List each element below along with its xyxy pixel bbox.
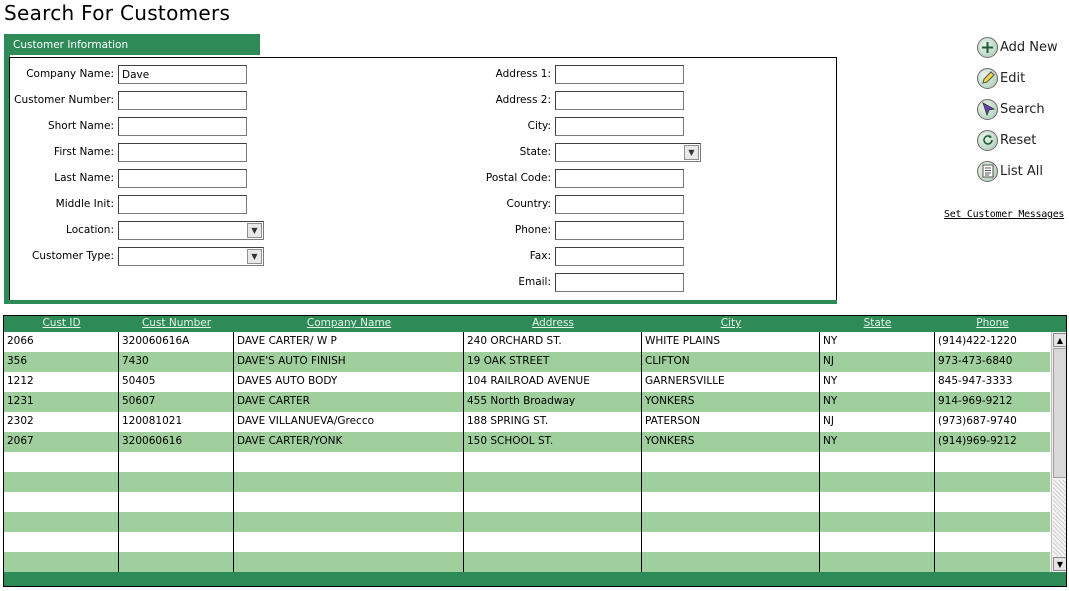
table-row — [4, 512, 1050, 532]
column-divider — [463, 332, 464, 572]
list-all-button[interactable] — [977, 159, 1043, 183]
table-cell: DAVE'S AUTO FINISH — [237, 355, 346, 367]
field-label: Short Name: — [47, 120, 114, 132]
page-title: Search For Customers — [4, 1, 231, 25]
table-cell: 973-473-6840 — [938, 355, 1013, 367]
table-row — [4, 532, 1050, 552]
search-button[interactable] — [977, 97, 1045, 121]
table-cell: 19 OAK STREET — [467, 355, 550, 367]
field-label: Middle Init: — [55, 198, 114, 210]
grid-body — [4, 332, 1050, 572]
list-all-label: List All — [1000, 163, 1043, 179]
column-header[interactable]: State — [863, 317, 892, 329]
cursor-arrow-icon — [977, 99, 998, 120]
column-divider — [641, 332, 642, 572]
text-field[interactable] — [555, 221, 684, 240]
table-row[interactable] — [4, 432, 1050, 452]
text-field[interactable] — [555, 91, 684, 110]
chevron-down-icon[interactable]: ▼ — [247, 223, 262, 238]
table-cell: 50405 — [122, 375, 156, 387]
table-cell: 240 ORCHARD ST. — [467, 335, 562, 347]
field-label: Company Name: — [26, 68, 114, 80]
table-cell: NY — [823, 395, 838, 407]
table-cell: 50607 — [122, 395, 156, 407]
table-cell: NY — [823, 375, 838, 387]
table-cell: DAVE CARTER/YONK — [237, 435, 343, 447]
field-label: Location: — [66, 224, 114, 236]
column-header[interactable]: Address — [532, 317, 574, 329]
refresh-icon — [977, 130, 998, 151]
grid-footer — [4, 572, 1066, 587]
table-cell: 356 — [7, 355, 28, 367]
table-cell: 150 SCHOOL ST. — [467, 435, 554, 447]
column-header[interactable]: City — [720, 317, 742, 329]
table-cell: (914)422-1220 — [938, 335, 1017, 347]
table-row — [4, 492, 1050, 512]
edit-label: Edit — [1000, 70, 1026, 86]
dropdown-select[interactable] — [555, 143, 701, 162]
table-row[interactable] — [4, 392, 1050, 412]
table-cell: 2302 — [7, 415, 34, 427]
table-cell: PATERSON — [645, 415, 701, 427]
field-label: Customer Number: — [14, 94, 114, 106]
table-cell: 455 North Broadway — [467, 395, 576, 407]
table-cell: (973)687-9740 — [938, 415, 1017, 427]
table-cell: DAVE VILLANUEVA/Grecco — [237, 415, 375, 427]
grid-header — [4, 316, 1066, 332]
table-cell: NJ — [823, 415, 834, 427]
column-header[interactable]: Company Name — [306, 317, 392, 329]
set-customer-messages-link[interactable]: Set Customer Messages — [944, 209, 1065, 220]
reset-label: Reset — [1000, 132, 1037, 148]
column-header[interactable]: Cust Number — [141, 317, 212, 329]
table-cell: YONKERS — [645, 395, 695, 407]
list-icon — [977, 161, 998, 182]
table-cell: WHITE PLAINS — [645, 335, 720, 347]
column-divider — [233, 332, 234, 572]
text-field[interactable] — [555, 169, 684, 188]
reset-button[interactable] — [977, 128, 1036, 152]
text-field[interactable] — [118, 91, 247, 110]
table-cell: 188 SPRING ST. — [467, 415, 549, 427]
table-cell: YONKERS — [645, 435, 695, 447]
field-label: Address 1: — [495, 68, 551, 80]
table-row — [4, 472, 1050, 492]
table-cell: 104 RAILROAD AVENUE — [467, 375, 590, 387]
text-field[interactable] — [118, 143, 247, 162]
panel-bottom-bar — [4, 300, 837, 304]
field-label: Fax: — [529, 250, 551, 262]
table-row — [4, 452, 1050, 472]
text-field[interactable] — [555, 117, 684, 136]
text-field[interactable] — [555, 65, 684, 84]
field-label: Country: — [506, 198, 551, 210]
table-cell: 914-969-9212 — [938, 395, 1013, 407]
column-header[interactable]: Cust ID — [42, 317, 81, 329]
text-field[interactable] — [118, 195, 247, 214]
text-field[interactable] — [118, 117, 247, 136]
table-cell: NJ — [823, 355, 834, 367]
search-label: Search — [1000, 101, 1045, 117]
table-cell: DAVE CARTER — [237, 395, 310, 407]
scroll-thumb[interactable] — [1053, 348, 1067, 478]
field-label: First Name: — [54, 146, 114, 158]
edit-button[interactable] — [977, 66, 1025, 90]
table-cell: 120081021 — [122, 415, 183, 427]
add-new-button[interactable] — [977, 35, 1058, 59]
table-cell: DAVES AUTO BODY — [237, 375, 338, 387]
table-cell: 320060616 — [122, 435, 183, 447]
chevron-down-icon[interactable]: ▼ — [247, 249, 262, 264]
table-cell: 2067 — [7, 435, 34, 447]
field-label: Address 2: — [495, 94, 551, 106]
table-row[interactable] — [4, 332, 1050, 352]
dropdown-select[interactable] — [118, 247, 264, 266]
results-grid — [3, 315, 1067, 587]
customer-information-tab: Customer Information — [5, 34, 260, 55]
table-cell: 1212 — [7, 375, 34, 387]
table-row[interactable] — [4, 412, 1050, 432]
text-field[interactable] — [118, 65, 247, 84]
pencil-icon — [977, 68, 998, 89]
field-label: Phone: — [514, 224, 551, 236]
field-label: Email: — [518, 276, 551, 288]
plus-icon — [977, 37, 998, 58]
table-cell: NY — [823, 335, 838, 347]
field-label: Postal Code: — [485, 172, 551, 184]
table-cell: (914)969-9212 — [938, 435, 1017, 447]
grid-scrollbar[interactable] — [1051, 332, 1067, 572]
column-divider — [118, 332, 119, 572]
table-row[interactable] — [4, 352, 1050, 372]
text-field[interactable] — [555, 273, 684, 292]
table-cell: 320060616A — [122, 335, 190, 347]
text-field[interactable] — [118, 169, 247, 188]
table-cell: GARNERSVILLE — [645, 375, 725, 387]
table-cell: DAVE CARTER/ W P — [237, 335, 337, 347]
table-row[interactable] — [4, 372, 1050, 392]
field-row — [0, 273, 551, 293]
add-new-label: Add New — [1000, 39, 1058, 55]
table-cell: 7430 — [122, 355, 149, 367]
dropdown-select[interactable] — [118, 221, 264, 240]
table-cell: 2066 — [7, 335, 34, 347]
column-divider — [934, 332, 935, 572]
column-header[interactable]: Phone — [976, 317, 1009, 329]
field-label: Last Name: — [54, 172, 114, 184]
text-field[interactable] — [555, 247, 684, 266]
column-divider — [819, 332, 820, 572]
text-field[interactable] — [555, 195, 684, 214]
scroll-up-button[interactable]: ▲ — [1053, 333, 1067, 347]
table-row — [4, 552, 1050, 572]
field-label: State: — [519, 146, 551, 158]
scroll-track[interactable] — [1053, 480, 1067, 556]
table-cell: 1231 — [7, 395, 34, 407]
table-cell: 845-947-3333 — [938, 375, 1013, 387]
scroll-down-button[interactable]: ▼ — [1053, 557, 1067, 571]
chevron-down-icon[interactable]: ▼ — [684, 145, 699, 160]
table-cell: NY — [823, 435, 838, 447]
table-cell: CLIFTON — [645, 355, 690, 367]
field-label: City: — [527, 120, 551, 132]
field-label: Customer Type: — [32, 250, 114, 262]
